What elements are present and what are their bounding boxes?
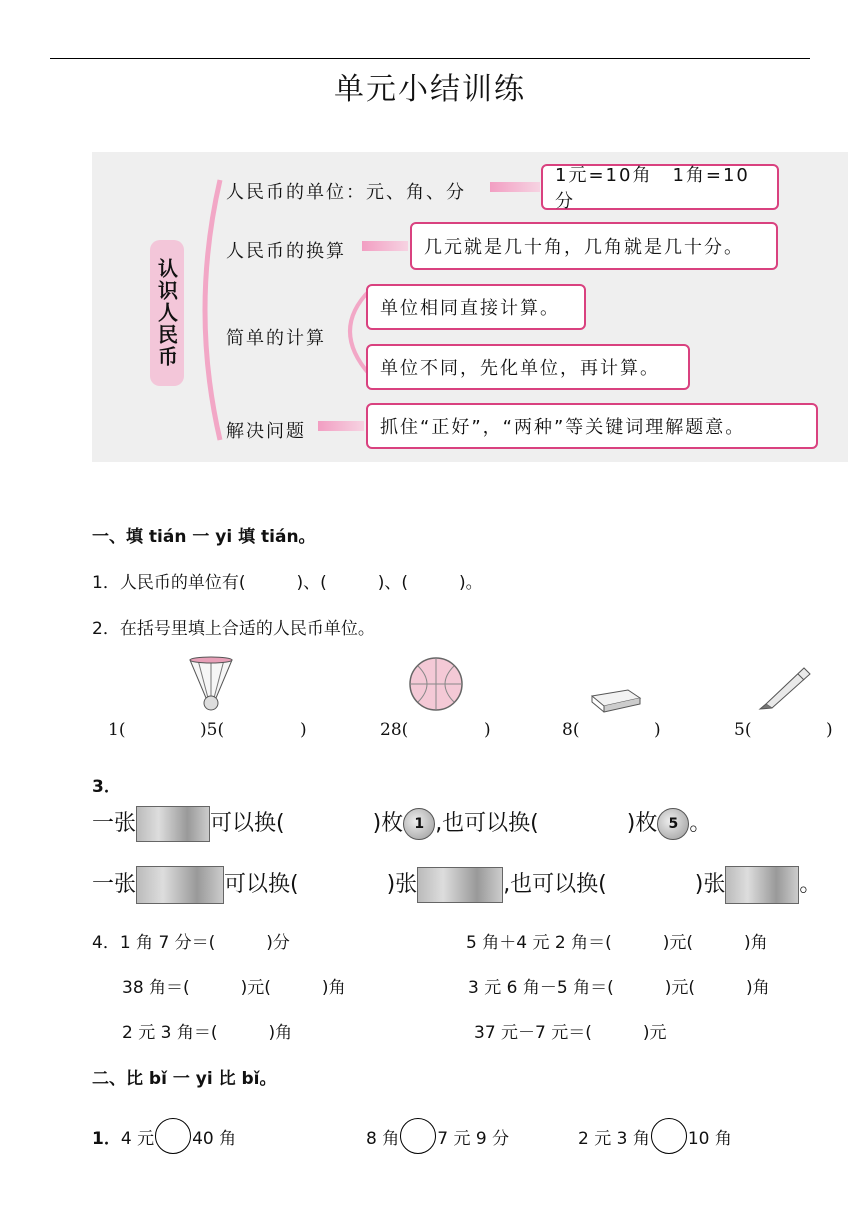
coin-1-yuan-icon: 1 xyxy=(403,808,435,840)
q4-b: 5 角＋4 元 2 角＝( )元( )角 xyxy=(466,933,768,953)
q2-blank-shuttlecock-a: 1( xyxy=(108,720,126,740)
map-branch-calc: 简单的计算 xyxy=(226,328,326,349)
q3-l2-mid2: ,也可以换( )张 xyxy=(503,872,726,897)
q2-blank-eraser: 8( xyxy=(562,720,580,740)
compare-row-b xyxy=(366,1118,509,1154)
q2-blank-pen: 5( xyxy=(734,720,752,740)
compare-b-left: 8 角 xyxy=(366,1129,400,1149)
compare-c-left: 2 元 3 角 xyxy=(578,1129,650,1149)
fountain-pen-icon xyxy=(758,662,814,710)
q2-close-4: ) xyxy=(826,720,833,740)
q3-l1-prefix: 一张 xyxy=(92,811,137,836)
map-branch-solve: 解决问题 xyxy=(226,421,306,442)
q2-blank-shuttlecock-b: )5( xyxy=(200,720,225,740)
q3-l2-end: 。 xyxy=(799,872,822,897)
q3-l2-mid: 可以换( )张 xyxy=(224,872,418,897)
map-center-label: 认识人民币 xyxy=(150,240,184,386)
question-1-1: 1．人民币的单位有( )、( )、( )。 xyxy=(92,573,483,593)
map-branch-conversion: 人民币的换算 xyxy=(226,241,346,262)
map-box-calc-diff: 单位不同，先化单位，再计算。 xyxy=(366,344,690,390)
basketball-icon xyxy=(408,656,464,712)
map-connector xyxy=(362,241,408,251)
header-rule xyxy=(50,58,810,59)
q2-blank-basketball: 28( xyxy=(380,720,409,740)
q4-c: 38 角＝( )元( )角 xyxy=(122,978,346,998)
section-2-title: 二、比 bǐ 一 yi 比 bǐ。 xyxy=(92,1069,277,1089)
compare-b-circle[interactable] xyxy=(400,1118,436,1154)
banknote-10-yuan-icon xyxy=(725,866,799,904)
question-1-3: 3． xyxy=(92,777,121,797)
compare-b-right: 7 元 9 分 xyxy=(437,1129,510,1149)
eraser-icon xyxy=(588,686,642,714)
map-connector xyxy=(318,421,364,431)
q3-line-2 xyxy=(92,866,821,904)
compare-c-circle[interactable] xyxy=(651,1118,687,1154)
q3-l1-end: 。 xyxy=(689,811,712,836)
map-box-units: 1元=10角 1角=10分 xyxy=(541,164,779,210)
q4-a: 4．1 角 7 分＝( )分 xyxy=(92,933,290,953)
question-1-2: 2．在括号里填上合适的人民币单位。 xyxy=(92,619,375,639)
compare-a-circle[interactable] xyxy=(155,1118,191,1154)
coin-5-jiao-icon: 5 xyxy=(657,808,689,840)
compare-a-left: 4 元 xyxy=(120,1129,155,1149)
compare-row xyxy=(92,1118,236,1154)
map-box-calc-same: 单位相同直接计算。 xyxy=(366,284,586,330)
q3-l1-mid2: ,也可以换( )枚 xyxy=(435,811,658,836)
map-box-solve: 抓住“正好”，“两种”等关键词理解题意。 xyxy=(366,403,818,449)
shuttlecock-icon xyxy=(188,656,234,712)
q2-close-3: ) xyxy=(654,720,661,740)
q2-close-1: ) xyxy=(300,720,307,740)
compare-row-c xyxy=(578,1118,732,1154)
q3-l2-prefix: 一张 xyxy=(92,872,137,897)
banknote-50-yuan-icon xyxy=(136,866,224,904)
q4-d: 3 元 6 角－5 角＝( )元( )角 xyxy=(468,978,770,998)
compare-number: 1． xyxy=(92,1129,121,1149)
map-box-conversion: 几元就是几十角，几角就是几十分。 xyxy=(410,222,778,270)
q4-f: 37 元－7 元＝( )元 xyxy=(474,1023,667,1043)
q3-l1-mid: 可以换( )枚 xyxy=(210,811,404,836)
banknote-20-yuan-icon xyxy=(417,867,503,903)
compare-c-right: 10 角 xyxy=(687,1129,732,1149)
map-branch-units: 人民币的单位：元、角、分 xyxy=(226,182,466,203)
map-brackets xyxy=(180,160,380,460)
section-1-title: 一、填 tián 一 yi 填 tián。 xyxy=(92,527,316,547)
map-connector xyxy=(490,182,540,192)
q4-e: 2 元 3 角＝( )角 xyxy=(122,1023,293,1043)
q3-line-1 xyxy=(92,806,711,842)
page-title: 单元小结训练 xyxy=(334,72,526,107)
compare-a-right: 40 角 xyxy=(192,1129,237,1149)
banknote-1-yuan-icon xyxy=(136,806,210,842)
q2-close-2: ) xyxy=(484,720,491,740)
